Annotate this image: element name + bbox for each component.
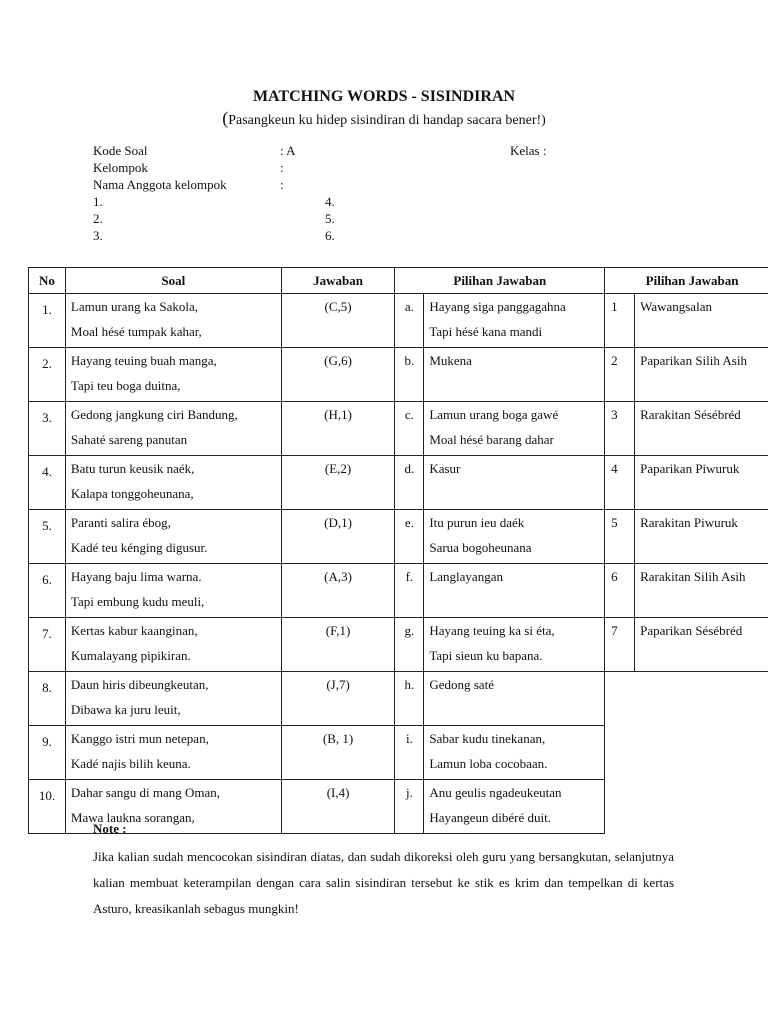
soal-cell [65, 402, 281, 456]
soal-line: Dibawa ka juru leuit, [70, 702, 181, 717]
option-letter [395, 618, 424, 672]
option-letter [395, 294, 424, 348]
no-text: 2. [42, 356, 52, 371]
letter-text: j. [405, 785, 413, 800]
jenis-text: Paparikan Piwuruk [640, 461, 740, 476]
soal-line: Kertas kabur kaanginan, [70, 623, 198, 638]
member-slot-4: 4. [325, 194, 335, 209]
no-text: 7. [42, 626, 52, 641]
jenis-text: Rarakitan Silih Asih [640, 569, 746, 584]
table-row [29, 726, 768, 780]
subtitle-text: Pasangkeun ku hidep sisindiran di handap sacara bener!) [228, 113, 546, 128]
num-text: 7 [611, 623, 618, 638]
member-slot-5: 5. [325, 211, 335, 226]
pilihan-line: Mukena [429, 353, 472, 368]
row-number [29, 618, 66, 672]
type-name [635, 294, 768, 348]
pilihan-line: Sabar kudu tinekanan, [429, 731, 546, 746]
table-row [29, 618, 768, 672]
option-cell [424, 510, 605, 564]
row-number [29, 294, 66, 348]
jawaban-text: (H,1) [324, 407, 352, 422]
soal-cell [65, 510, 281, 564]
pilihan-line: Hayang siga panggagahna [429, 299, 566, 314]
soal-line: Kalapa tonggoheunana, [70, 486, 194, 501]
soal-line: Sahaté sareng panutan [70, 432, 188, 447]
table-row [29, 510, 768, 564]
pilihan-line: Sarua bogoheunana [429, 540, 532, 555]
option-letter [395, 564, 424, 618]
type-name [635, 672, 768, 726]
table-row [29, 564, 768, 618]
soal-line: Kumalayang pipikiran. [70, 648, 191, 663]
option-letter [395, 510, 424, 564]
subtitle-paren: ( [222, 108, 229, 128]
jawaban-cell [281, 564, 395, 618]
letter-text: d. [404, 461, 415, 476]
row-number [29, 780, 66, 834]
soal-cell [65, 456, 281, 510]
table-row [29, 456, 768, 510]
kelas-label: Kelas : [510, 143, 547, 158]
type-number [605, 294, 635, 348]
no-text: 1. [42, 302, 52, 317]
header-no: No [29, 268, 66, 294]
type-number [605, 348, 635, 402]
type-number [605, 780, 635, 834]
table-row [29, 402, 768, 456]
header-soal: Soal [65, 268, 281, 294]
soal-line: Hayang baju lima warna. [70, 569, 202, 584]
soal-line: Hayang teuing buah manga, [70, 353, 217, 368]
option-letter [395, 726, 424, 780]
num-text: 4 [611, 461, 618, 476]
type-number [605, 456, 635, 510]
type-name [635, 402, 768, 456]
row-number [29, 564, 66, 618]
pilihan-line: Anu geulis ngadeukeutan [429, 785, 562, 800]
no-text: 5. [42, 518, 52, 533]
row-number [29, 402, 66, 456]
jawaban-text: (C,5) [324, 299, 352, 314]
member-slot-1: 1. [93, 194, 103, 209]
type-name [635, 780, 768, 834]
type-name [635, 456, 768, 510]
letter-text: i. [405, 731, 413, 746]
soal-line: Kadé najis bilih keuna. [70, 756, 191, 771]
row-number [29, 456, 66, 510]
pilihan-line: Hayang teuing ka si éta, [429, 623, 555, 638]
jawaban-text: (G,6) [324, 353, 352, 368]
jawaban-text: (D,1) [324, 515, 352, 530]
soal-cell [65, 618, 281, 672]
letter-text: b. [404, 353, 415, 368]
no-text: 9. [42, 734, 52, 749]
note-title: Note : [93, 821, 127, 836]
num-text: 5 [611, 515, 618, 530]
pilihan-line: Hayangeun dibéré duit. [429, 810, 551, 825]
anggota-value: : [280, 177, 284, 192]
pilihan-line: Langlayangan [429, 569, 503, 584]
soal-line: Paranti salira ébog, [70, 515, 171, 530]
option-cell [424, 564, 605, 618]
row-number [29, 672, 66, 726]
soal-line: Tapi embung kudu meuli, [70, 594, 205, 609]
type-name [635, 510, 768, 564]
kode-label: Kode Soal [93, 143, 148, 158]
no-text: 4. [42, 464, 52, 479]
pilihan-line: Gedong saté [429, 677, 494, 692]
jawaban-text: (B, 1) [322, 731, 354, 746]
jenis-text: Paparikan Silih Asih [640, 353, 747, 368]
soal-line: Lamun urang ka Sakola, [70, 299, 198, 314]
option-cell [424, 618, 605, 672]
member-slot-2: 2. [93, 211, 103, 226]
note-body: Jika kalian sudah mencocokan sisindiran diatas, dan sudah dikoreksi oleh guru yang bersangkutan, selanjutnya kalian membuat keterampilan dengan cara salin sisindiran tersebut ke stik es krim dan tempelkan di kertas Asturo, kreasikanlah sebagus mungkin! [93, 849, 674, 916]
jawaban-cell [281, 780, 395, 834]
jawaban-cell [281, 672, 395, 726]
jawaban-cell [281, 294, 395, 348]
type-number [605, 672, 635, 726]
letter-text: c. [404, 407, 414, 422]
option-letter [395, 348, 424, 402]
type-number [605, 726, 635, 780]
option-letter [395, 672, 424, 726]
soal-line: Kanggo istri mun netepan, [70, 731, 209, 746]
header-pilihan-1: Pilihan Jawaban [395, 268, 605, 294]
type-name [635, 564, 768, 618]
header-jawaban: Jawaban [281, 268, 395, 294]
jawaban-text: (F,1) [325, 623, 351, 638]
member-slot-3: 3. [93, 228, 103, 243]
letter-text: g. [404, 623, 415, 638]
matching-table [28, 267, 768, 834]
no-text: 10. [38, 788, 56, 803]
pilihan-line: Itu purun ieu daék [429, 515, 525, 530]
letter-text: h. [404, 677, 415, 692]
no-text: 8. [42, 680, 52, 695]
num-text: 1 [611, 299, 618, 314]
member-slot-6: 6. [325, 228, 335, 243]
soal-cell [65, 726, 281, 780]
option-cell [424, 780, 605, 834]
type-name [635, 348, 768, 402]
num-text: 3 [611, 407, 618, 422]
option-letter [395, 402, 424, 456]
pilihan-line: Lamun urang boga gawé [429, 407, 559, 422]
letter-text: a. [404, 299, 414, 314]
jawaban-cell [281, 456, 395, 510]
option-cell [424, 348, 605, 402]
jenis-text: Rarakitan Sésébréd [640, 407, 741, 422]
jawaban-cell [281, 726, 395, 780]
row-number [29, 348, 66, 402]
table-row [29, 672, 768, 726]
jenis-text: Paparikan Sésébréd [640, 623, 743, 638]
page-subtitle [0, 108, 768, 129]
type-number [605, 618, 635, 672]
table-row [29, 780, 768, 834]
table-row [29, 294, 768, 348]
soal-line: Kadé teu kénging digusur. [70, 540, 208, 555]
option-letter [395, 780, 424, 834]
num-text: 6 [611, 569, 618, 584]
option-cell [424, 294, 605, 348]
type-name [635, 618, 768, 672]
pilihan-line: Tapi sieun ku bapana. [429, 648, 543, 663]
soal-cell [65, 348, 281, 402]
jawaban-text: (E,2) [324, 461, 352, 476]
pilihan-line: Kasur [429, 461, 461, 476]
pilihan-line: Moal hésé barang dahar [429, 432, 554, 447]
type-number [605, 564, 635, 618]
page-title: MATCHING WORDS - SISINDIRAN [252, 88, 516, 105]
kelompok-value: : [280, 160, 284, 175]
jawaban-text: (J,7) [326, 677, 350, 692]
letter-text: e. [404, 515, 414, 530]
soal-line: Mawa laukna sorangan, [70, 810, 195, 825]
type-number [605, 510, 635, 564]
header-pilihan-2: Pilihan Jawaban [605, 268, 768, 294]
jenis-text: Wawangsalan [640, 299, 712, 314]
soal-cell [65, 294, 281, 348]
jawaban-cell [281, 402, 395, 456]
pilihan-line: Lamun loba cocobaan. [429, 756, 548, 771]
jenis-text: Rarakitan Piwuruk [640, 515, 738, 530]
option-letter [395, 456, 424, 510]
soal-line: Daun hiris dibeungkeutan, [70, 677, 209, 692]
table-header-row [29, 268, 768, 294]
kelompok-label: Kelompok [93, 160, 148, 175]
soal-cell [65, 672, 281, 726]
option-cell [424, 402, 605, 456]
option-cell [424, 456, 605, 510]
jawaban-text: (I,4) [326, 785, 350, 800]
row-number [29, 726, 66, 780]
no-text: 6. [42, 572, 52, 587]
jawaban-cell [281, 618, 395, 672]
table-row [29, 348, 768, 402]
row-number [29, 510, 66, 564]
jawaban-cell [281, 348, 395, 402]
type-number [605, 402, 635, 456]
soal-cell [65, 564, 281, 618]
option-cell [424, 726, 605, 780]
jawaban-text: (A,3) [324, 569, 352, 584]
anggota-label: Nama Anggota kelompok [93, 177, 227, 192]
num-text: 2 [611, 353, 618, 368]
soal-line: Moal hésé tumpak kahar, [70, 324, 202, 339]
soal-line: Tapi teu boga duitna, [70, 378, 181, 393]
option-cell [424, 672, 605, 726]
soal-line: Batu turun keusik naék, [70, 461, 195, 476]
soal-line: Gedong jangkung ciri Bandung, [70, 407, 238, 422]
jawaban-cell [281, 510, 395, 564]
type-name [635, 726, 768, 780]
soal-line: Dahar sangu di mang Oman, [70, 785, 221, 800]
pilihan-line: Tapi hésé kana mandi [429, 324, 543, 339]
no-text: 3. [42, 410, 52, 425]
kode-value: : A [280, 143, 296, 158]
letter-text: f. [405, 569, 414, 584]
